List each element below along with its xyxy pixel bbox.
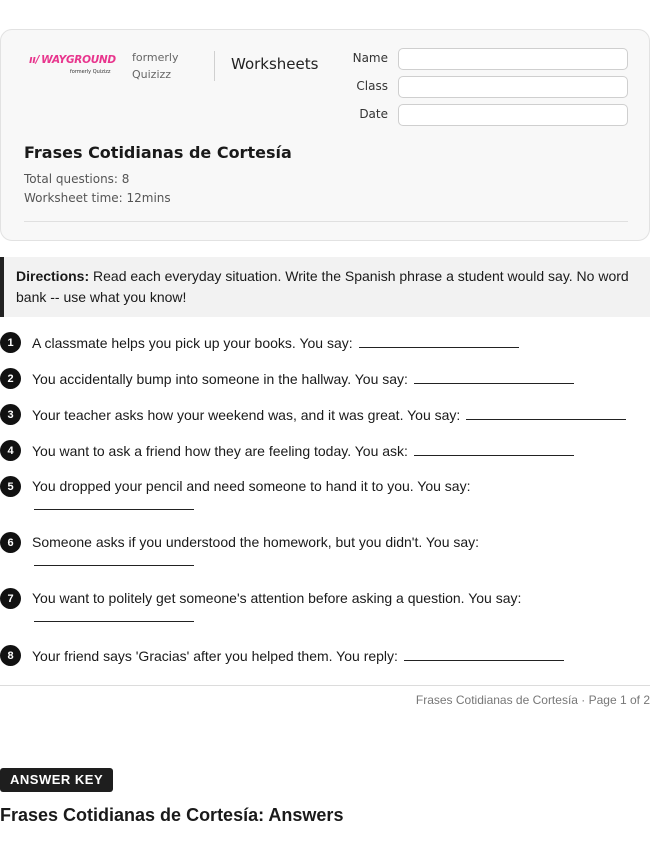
- class-field-row: [331, 76, 629, 98]
- question-number: 7: [0, 588, 21, 609]
- name-input[interactable]: [398, 48, 628, 70]
- answer-blank[interactable]: [466, 406, 626, 420]
- wayground-logo: [29, 54, 119, 78]
- logo-subtext: formerly Quizizz: [70, 69, 111, 75]
- answer-blank[interactable]: [359, 334, 519, 348]
- directions-text: Read each everyday situation. Write the Spanish phrase a student would say. No word bank -- use what you know!: [16, 268, 629, 305]
- name-field-row: [331, 48, 629, 70]
- question-number: 2: [0, 368, 21, 389]
- answer-blank[interactable]: [414, 442, 574, 456]
- question-text: Your friend says 'Gracias' after you helped them. You reply:: [32, 648, 398, 664]
- worksheets-label: Worksheets: [231, 55, 319, 73]
- question-text: You dropped your pencil and need someone to hand it to you. You say:: [32, 478, 471, 494]
- answer-blank[interactable]: [34, 509, 194, 510]
- worksheet-header: [0, 29, 650, 241]
- question-number: 5: [0, 476, 21, 497]
- question-text: Your teacher asks how your weekend was, and it was great. You say:: [32, 407, 461, 423]
- question-text: You want to ask a friend how they are feeling today. You ask:: [32, 443, 408, 459]
- total-questions: Total questions: 8: [24, 172, 130, 186]
- class-label: Class: [356, 79, 388, 93]
- question-text: You want to politely get someone's attention before asking a question. You say:: [32, 590, 522, 606]
- date-input[interactable]: [398, 104, 628, 126]
- date-field-row: [331, 104, 629, 126]
- answer-blank[interactable]: [404, 647, 564, 661]
- answer-key-badge: ANSWER KEY: [0, 768, 113, 792]
- name-label: Name: [352, 51, 388, 65]
- directions-box: [0, 257, 650, 317]
- answer-blank[interactable]: [34, 565, 194, 566]
- question-text: A classmate helps you pick up your books. You say:: [32, 335, 353, 351]
- question-number: 4: [0, 440, 21, 461]
- header-divider: [214, 51, 215, 81]
- question-number: 8: [0, 645, 21, 666]
- worksheet-title: Frases Cotidianas de Cortesía: [24, 143, 292, 162]
- logo-text: WAYGROUND: [41, 54, 116, 66]
- question-text: Someone asks if you understood the homework, but you didn't. You say:: [32, 534, 480, 550]
- wayground-mark-icon: ıı/: [29, 54, 40, 66]
- answer-blank[interactable]: [34, 621, 194, 622]
- page-footer: Frases Cotidianas de Cortesía · Page 1 of 2: [415, 693, 650, 707]
- class-input[interactable]: [398, 76, 628, 98]
- date-label: Date: [359, 107, 388, 121]
- header-bottom-rule: [24, 221, 628, 222]
- answers-title: Frases Cotidianas de Cortesía: Answers: [0, 805, 344, 825]
- page-divider: [0, 685, 650, 686]
- question-text: You accidentally bump into someone in the hallway. You say:: [32, 371, 408, 387]
- question-number: 3: [0, 404, 21, 425]
- answer-blank[interactable]: [414, 370, 574, 384]
- question-number: 1: [0, 332, 21, 353]
- question-number: 6: [0, 532, 21, 553]
- formerly-quizizz-text: formerly Quizizz: [132, 51, 179, 81]
- directions-label: Directions:: [16, 268, 90, 284]
- worksheet-time: Worksheet time: 12mins: [24, 191, 171, 205]
